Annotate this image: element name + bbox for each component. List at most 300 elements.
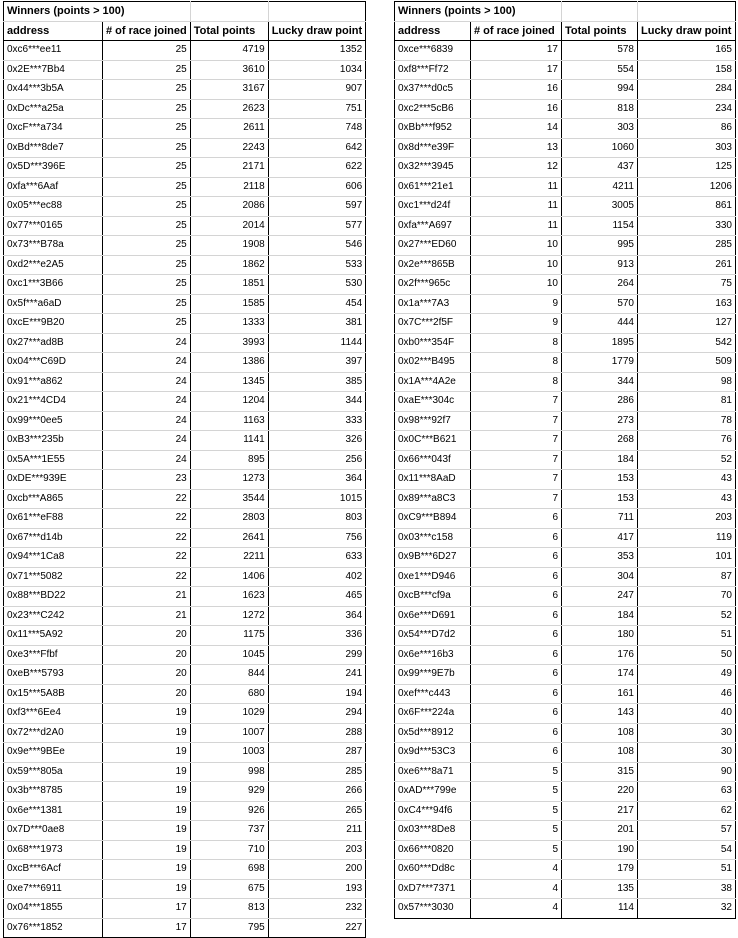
total-points-cell: 578: [562, 41, 638, 61]
address-cell: 0xBb***f952: [395, 119, 471, 139]
total-points-cell: 153: [562, 489, 638, 509]
total-points-cell: 926: [190, 801, 268, 821]
lucky-draw-point-cell: 861: [638, 197, 736, 217]
address-cell: 0xC4***94f6: [395, 801, 471, 821]
races-joined-cell: 20: [103, 645, 191, 665]
header-address: address: [4, 21, 103, 41]
races-joined-cell: 6: [471, 723, 562, 743]
table-row: [4, 918, 366, 938]
lucky-draw-point-cell: 227: [268, 918, 365, 938]
lucky-draw-point-cell: 397: [268, 353, 365, 373]
races-joined-cell: 6: [471, 743, 562, 763]
table-row: [395, 528, 736, 548]
races-joined-cell: 25: [103, 138, 191, 158]
address-cell: 0x2E***7Bb4: [4, 60, 103, 80]
lucky-draw-point-cell: 622: [268, 158, 365, 178]
table-row: [4, 41, 366, 61]
total-points-cell: 2611: [190, 119, 268, 139]
lucky-draw-point-cell: 364: [268, 470, 365, 490]
table-row: [4, 567, 366, 587]
address-cell: 0x89***a8C3: [395, 489, 471, 509]
address-cell: 0x57***3030: [395, 899, 471, 919]
lucky-draw-point-cell: 76: [638, 431, 736, 451]
races-joined-cell: 17: [471, 41, 562, 61]
total-points-cell: 353: [562, 548, 638, 568]
total-points-cell: 680: [190, 684, 268, 704]
table-row: [4, 801, 366, 821]
total-points-cell: 3544: [190, 489, 268, 509]
races-joined-cell: 22: [103, 567, 191, 587]
races-joined-cell: 20: [103, 626, 191, 646]
total-points-cell: 2243: [190, 138, 268, 158]
table-row: [4, 723, 366, 743]
empty-cell: [638, 2, 736, 22]
address-cell: 0xcE***9B20: [4, 314, 103, 334]
total-points-cell: 1154: [562, 216, 638, 236]
races-joined-cell: 5: [471, 801, 562, 821]
lucky-draw-point-cell: 50: [638, 645, 736, 665]
races-joined-cell: 17: [471, 60, 562, 80]
races-joined-cell: 6: [471, 587, 562, 607]
table-row: [395, 177, 736, 197]
table-row: [4, 665, 366, 685]
address-cell: 0xB3***235b: [4, 431, 103, 451]
races-joined-cell: 8: [471, 333, 562, 353]
header-address: address: [395, 21, 471, 41]
races-joined-cell: 24: [103, 333, 191, 353]
total-points-cell: 3610: [190, 60, 268, 80]
address-cell: 0x11***5A92: [4, 626, 103, 646]
lucky-draw-point-cell: 193: [268, 879, 365, 899]
lucky-draw-point-cell: 756: [268, 528, 365, 548]
table-row: [395, 821, 736, 841]
lucky-draw-point-cell: 748: [268, 119, 365, 139]
lucky-draw-point-cell: 533: [268, 255, 365, 275]
address-cell: 0x94***1Ca8: [4, 548, 103, 568]
lucky-draw-point-cell: 234: [638, 99, 736, 119]
total-points-cell: 444: [562, 314, 638, 334]
address-cell: 0x02***B495: [395, 353, 471, 373]
total-points-cell: 1163: [190, 411, 268, 431]
table-row: [4, 840, 366, 860]
table-row: [4, 197, 366, 217]
races-joined-cell: 22: [103, 548, 191, 568]
lucky-draw-point-cell: 127: [638, 314, 736, 334]
address-cell: 0x04***1855: [4, 899, 103, 919]
table-row: [395, 119, 736, 139]
races-joined-cell: 25: [103, 41, 191, 61]
lucky-draw-point-cell: 81: [638, 392, 736, 412]
address-cell: 0xd2***e2A5: [4, 255, 103, 275]
lucky-draw-point-cell: 51: [638, 626, 736, 646]
lucky-draw-point-cell: 32: [638, 899, 736, 919]
lucky-draw-point-cell: 336: [268, 626, 365, 646]
total-points-cell: 268: [562, 431, 638, 451]
address-cell: 0x5f***a6aD: [4, 294, 103, 314]
table-row: [395, 509, 736, 529]
address-cell: 0xc2***5cB6: [395, 99, 471, 119]
table-row: [395, 216, 736, 236]
races-joined-cell: 25: [103, 236, 191, 256]
lucky-draw-point-cell: 344: [268, 392, 365, 412]
table-row: [395, 840, 736, 860]
table-row: [395, 606, 736, 626]
header-lucky-draw-point: Lucky draw point: [638, 21, 736, 41]
table-row: [4, 255, 366, 275]
table-row: [395, 450, 736, 470]
table-row: [395, 626, 736, 646]
races-joined-cell: 4: [471, 860, 562, 880]
races-joined-cell: 7: [471, 392, 562, 412]
lucky-draw-point-cell: 211: [268, 821, 365, 841]
total-points-cell: 1045: [190, 645, 268, 665]
address-cell: 0xC9***B894: [395, 509, 471, 529]
races-joined-cell: 19: [103, 723, 191, 743]
address-cell: 0x5d***8912: [395, 723, 471, 743]
lucky-draw-point-cell: 530: [268, 275, 365, 295]
lucky-draw-point-cell: 43: [638, 489, 736, 509]
total-points-cell: 315: [562, 762, 638, 782]
address-cell: 0x5A***1E55: [4, 450, 103, 470]
lucky-draw-point-cell: 294: [268, 704, 365, 724]
table-row: [4, 158, 366, 178]
races-joined-cell: 24: [103, 411, 191, 431]
races-joined-cell: 5: [471, 782, 562, 802]
races-joined-cell: 6: [471, 626, 562, 646]
total-points-cell: 4211: [562, 177, 638, 197]
races-joined-cell: 20: [103, 665, 191, 685]
header-races-joined: # of race joined: [103, 21, 191, 41]
table-row: [395, 762, 736, 782]
table-row: [4, 99, 366, 119]
races-joined-cell: 22: [103, 509, 191, 529]
lucky-draw-point-cell: 52: [638, 450, 736, 470]
races-joined-cell: 6: [471, 684, 562, 704]
address-cell: 0xc1***3B66: [4, 275, 103, 295]
races-joined-cell: 6: [471, 509, 562, 529]
lucky-draw-point-cell: 158: [638, 60, 736, 80]
lucky-draw-point-cell: 256: [268, 450, 365, 470]
header-total-points: Total points: [190, 21, 268, 41]
lucky-draw-point-cell: 577: [268, 216, 365, 236]
lucky-draw-point-cell: 509: [638, 353, 736, 373]
table-row: [4, 879, 366, 899]
address-cell: 0x11***8AaD: [395, 470, 471, 490]
table-row: [395, 743, 736, 763]
races-joined-cell: 21: [103, 587, 191, 607]
total-points-cell: 179: [562, 860, 638, 880]
total-points-cell: 1007: [190, 723, 268, 743]
table-row: [395, 236, 736, 256]
races-joined-cell: 9: [471, 294, 562, 314]
lucky-draw-point-cell: 285: [638, 236, 736, 256]
table-row: [4, 333, 366, 353]
table-row: [4, 548, 366, 568]
lucky-draw-point-cell: 402: [268, 567, 365, 587]
races-joined-cell: 17: [103, 899, 191, 919]
table-row: [395, 80, 736, 100]
races-joined-cell: 25: [103, 275, 191, 295]
total-points-cell: 711: [562, 509, 638, 529]
total-points-cell: 1333: [190, 314, 268, 334]
table-row: [395, 723, 736, 743]
total-points-cell: 286: [562, 392, 638, 412]
lucky-draw-point-cell: 90: [638, 762, 736, 782]
table-row: [395, 665, 736, 685]
table-row: [395, 470, 736, 490]
total-points-cell: 995: [562, 236, 638, 256]
total-points-cell: 2171: [190, 158, 268, 178]
races-joined-cell: 5: [471, 762, 562, 782]
total-points-cell: 220: [562, 782, 638, 802]
races-joined-cell: 6: [471, 528, 562, 548]
lucky-draw-point-cell: 1206: [638, 177, 736, 197]
lucky-draw-point-cell: 1034: [268, 60, 365, 80]
races-joined-cell: 7: [471, 489, 562, 509]
address-cell: 0x44***3b5A: [4, 80, 103, 100]
address-cell: 0x6e***1381: [4, 801, 103, 821]
races-joined-cell: 19: [103, 801, 191, 821]
races-joined-cell: 11: [471, 177, 562, 197]
races-joined-cell: 7: [471, 450, 562, 470]
address-cell: 0x61***21e1: [395, 177, 471, 197]
address-cell: 0xef***c443: [395, 684, 471, 704]
total-points-cell: 304: [562, 567, 638, 587]
address-cell: 0x60***Dd8c: [395, 860, 471, 880]
total-points-cell: 1908: [190, 236, 268, 256]
total-points-cell: 1003: [190, 743, 268, 763]
table-row: [395, 704, 736, 724]
address-cell: 0xe3***Ffbf: [4, 645, 103, 665]
table-row: [4, 216, 366, 236]
total-points-cell: 1623: [190, 587, 268, 607]
races-joined-cell: 11: [471, 197, 562, 217]
address-cell: 0x91***a862: [4, 372, 103, 392]
table-row: [395, 684, 736, 704]
address-cell: 0x72***d2A0: [4, 723, 103, 743]
table-row: [4, 684, 366, 704]
total-points-cell: 913: [562, 255, 638, 275]
total-points-cell: 2623: [190, 99, 268, 119]
lucky-draw-point-cell: 333: [268, 411, 365, 431]
races-joined-cell: 25: [103, 255, 191, 275]
address-cell: 0xe1***D946: [395, 567, 471, 587]
address-cell: 0xcb***A865: [4, 489, 103, 509]
lucky-draw-point-cell: 70: [638, 587, 736, 607]
address-cell: 0x3b***8785: [4, 782, 103, 802]
lucky-draw-point-cell: 385: [268, 372, 365, 392]
total-points-cell: 818: [562, 99, 638, 119]
races-joined-cell: 24: [103, 392, 191, 412]
races-joined-cell: 17: [103, 918, 191, 938]
address-cell: 0xD7***7371: [395, 879, 471, 899]
total-points-cell: 174: [562, 665, 638, 685]
address-cell: 0x37***d0c5: [395, 80, 471, 100]
table-row: [4, 470, 366, 490]
total-points-cell: 1141: [190, 431, 268, 451]
table-row: [4, 392, 366, 412]
races-joined-cell: 6: [471, 645, 562, 665]
total-points-cell: 135: [562, 879, 638, 899]
lucky-draw-point-cell: 98: [638, 372, 736, 392]
lucky-draw-point-cell: 266: [268, 782, 365, 802]
total-points-cell: 2086: [190, 197, 268, 217]
total-points-cell: 675: [190, 879, 268, 899]
races-joined-cell: 7: [471, 411, 562, 431]
table-row: [395, 411, 736, 431]
address-cell: 0x99***9E7b: [395, 665, 471, 685]
lucky-draw-point-cell: 51: [638, 860, 736, 880]
address-cell: 0x9d***53C3: [395, 743, 471, 763]
races-joined-cell: 8: [471, 353, 562, 373]
total-points-cell: 994: [562, 80, 638, 100]
total-points-cell: 303: [562, 119, 638, 139]
total-points-cell: 2211: [190, 548, 268, 568]
table-row: [395, 333, 736, 353]
races-joined-cell: 12: [471, 158, 562, 178]
address-cell: 0x59***805a: [4, 762, 103, 782]
lucky-draw-point-cell: 101: [638, 548, 736, 568]
table-row: [4, 645, 366, 665]
table-row: [4, 762, 366, 782]
address-cell: 0x99***0ee5: [4, 411, 103, 431]
total-points-cell: 108: [562, 723, 638, 743]
total-points-cell: 417: [562, 528, 638, 548]
table-row: [395, 138, 736, 158]
address-cell: 0x1a***7A3: [395, 294, 471, 314]
total-points-cell: 4719: [190, 41, 268, 61]
total-points-cell: 2641: [190, 528, 268, 548]
header-total-points: Total points: [562, 21, 638, 41]
races-joined-cell: 19: [103, 743, 191, 763]
table-row: [4, 411, 366, 431]
address-cell: 0xeB***5793: [4, 665, 103, 685]
total-points-cell: 698: [190, 860, 268, 880]
table-row: [395, 587, 736, 607]
total-points-cell: 1060: [562, 138, 638, 158]
races-joined-cell: 10: [471, 236, 562, 256]
lucky-draw-point-cell: 62: [638, 801, 736, 821]
table-row: [395, 99, 736, 119]
lucky-draw-point-cell: 454: [268, 294, 365, 314]
races-joined-cell: 19: [103, 782, 191, 802]
lucky-draw-point-cell: 119: [638, 528, 736, 548]
lucky-draw-point-cell: 542: [638, 333, 736, 353]
address-cell: 0xDE***939E: [4, 470, 103, 490]
races-joined-cell: 25: [103, 99, 191, 119]
races-joined-cell: 14: [471, 119, 562, 139]
lucky-draw-point-cell: 261: [638, 255, 736, 275]
lucky-draw-point-cell: 163: [638, 294, 736, 314]
lucky-draw-point-cell: 288: [268, 723, 365, 743]
races-joined-cell: 8: [471, 372, 562, 392]
races-joined-cell: 25: [103, 177, 191, 197]
lucky-draw-point-cell: 86: [638, 119, 736, 139]
address-cell: 0xaE***304c: [395, 392, 471, 412]
total-points-cell: 437: [562, 158, 638, 178]
address-cell: 0x7C***2f5F: [395, 314, 471, 334]
lucky-draw-point-cell: 203: [638, 509, 736, 529]
empty-cell: [268, 2, 365, 22]
address-cell: 0xcF***a734: [4, 119, 103, 139]
lucky-draw-point-cell: 597: [268, 197, 365, 217]
total-points-cell: 929: [190, 782, 268, 802]
address-cell: 0xfa***6Aaf: [4, 177, 103, 197]
races-joined-cell: 16: [471, 99, 562, 119]
total-points-cell: 813: [190, 899, 268, 919]
races-joined-cell: 16: [471, 80, 562, 100]
address-cell: 0x88***BD22: [4, 587, 103, 607]
total-points-cell: 1273: [190, 470, 268, 490]
lucky-draw-point-cell: 75: [638, 275, 736, 295]
races-joined-cell: 6: [471, 704, 562, 724]
total-points-cell: 844: [190, 665, 268, 685]
lucky-draw-point-cell: 1352: [268, 41, 365, 61]
races-joined-cell: 24: [103, 372, 191, 392]
total-points-cell: 570: [562, 294, 638, 314]
total-points-cell: 1862: [190, 255, 268, 275]
table-title: Winners (points > 100): [4, 2, 191, 22]
total-points-cell: 143: [562, 704, 638, 724]
table-row: [4, 372, 366, 392]
lucky-draw-point-cell: 194: [268, 684, 365, 704]
table-row: [395, 372, 736, 392]
table-row: [4, 606, 366, 626]
lucky-draw-point-cell: 381: [268, 314, 365, 334]
races-joined-cell: 9: [471, 314, 562, 334]
total-points-cell: 161: [562, 684, 638, 704]
table-row: [4, 450, 366, 470]
address-cell: 0x04***C69D: [4, 353, 103, 373]
address-cell: 0xfa***A697: [395, 216, 471, 236]
total-points-cell: 795: [190, 918, 268, 938]
races-joined-cell: 6: [471, 606, 562, 626]
races-joined-cell: 25: [103, 60, 191, 80]
lucky-draw-point-cell: 232: [268, 899, 365, 919]
table-row: [4, 704, 366, 724]
table-row: [4, 782, 366, 802]
table-row: [395, 197, 736, 217]
address-cell: 0x77***0165: [4, 216, 103, 236]
address-cell: 0x5D***396E: [4, 158, 103, 178]
races-joined-cell: 6: [471, 548, 562, 568]
total-points-cell: 3167: [190, 80, 268, 100]
total-points-cell: 998: [190, 762, 268, 782]
address-cell: 0x98***92f7: [395, 411, 471, 431]
table-row: [4, 821, 366, 841]
table-row: [4, 119, 366, 139]
total-points-cell: 1779: [562, 353, 638, 373]
address-cell: 0xcB***cf9a: [395, 587, 471, 607]
address-cell: 0x23***C242: [4, 606, 103, 626]
lucky-draw-point-cell: 299: [268, 645, 365, 665]
address-cell: 0xf8***Ff72: [395, 60, 471, 80]
total-points-cell: 1204: [190, 392, 268, 412]
lucky-draw-point-cell: 465: [268, 587, 365, 607]
address-cell: 0x03***8De8: [395, 821, 471, 841]
address-cell: 0xc1***d24f: [395, 197, 471, 217]
table-row: [4, 353, 366, 373]
races-joined-cell: 23: [103, 470, 191, 490]
total-points-cell: 2803: [190, 509, 268, 529]
table-row: [4, 314, 366, 334]
table-row: [395, 431, 736, 451]
lucky-draw-point-cell: 40: [638, 704, 736, 724]
table-row: [395, 860, 736, 880]
total-points-cell: 1406: [190, 567, 268, 587]
total-points-cell: 2118: [190, 177, 268, 197]
lucky-draw-point-cell: 287: [268, 743, 365, 763]
